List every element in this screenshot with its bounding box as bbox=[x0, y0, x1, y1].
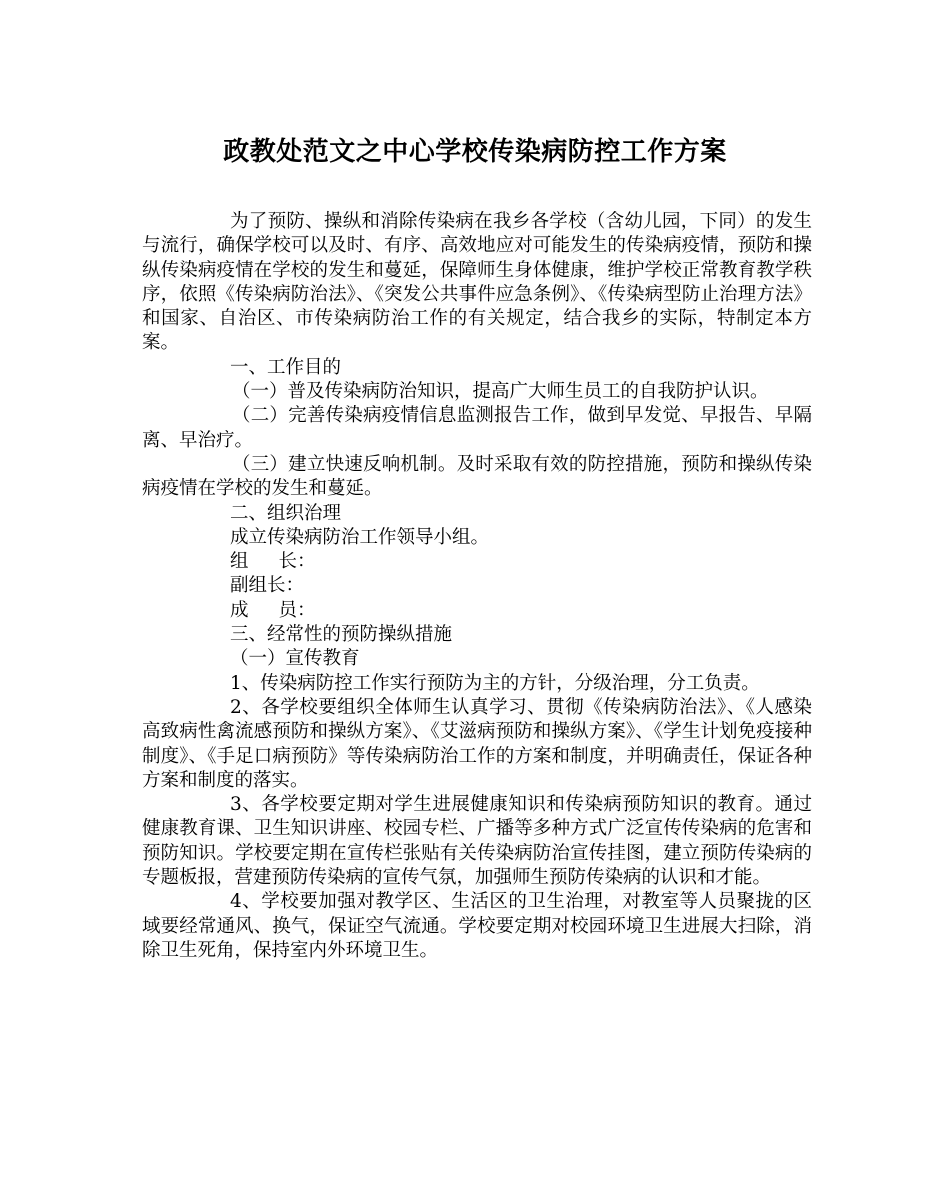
section-2-text: 成立传染病防治工作领导小组。 bbox=[230, 526, 490, 548]
deputy-line: 副组长： bbox=[230, 575, 305, 597]
member-label-b: 员： bbox=[278, 599, 316, 621]
member-line bbox=[142, 599, 812, 623]
section-3-paragraph-2: 2、各学校要组织全体师生认真学习、贯彻《传染病防治法》、《人感染高致病性禽流感预防和操纵方案》、《艾滋病预防和操纵方案》、《学生计划免疫接种制度》、《手足口病预防》等传染病防治工作的方案和制度，并明确责任，保证各种方案和制度的落实。 bbox=[142, 696, 812, 791]
section-1-item-1: （一）普及传染病防治知识，提高广大师生员工的自我防护认识。 bbox=[232, 381, 769, 403]
document-body bbox=[142, 210, 812, 963]
section-1-heading: 一、工作目的 bbox=[230, 356, 342, 378]
leader-label-b: 长： bbox=[278, 551, 316, 573]
section-3-paragraph-3: 3、各学校要定期对学生进展健康知识和传染病预防知识的教育。通过健康教育课、卫生知识讲座、校园专栏、广播等多种方式广泛宣传传染病的危害和预防知识。学校要定期在宣传栏张贴有关传染病防治宣传挂图，建立预防传染病的专题板报，营建预防传染病的宣传气氛，加强师生预防传染病的认识和才能。 bbox=[142, 794, 812, 889]
section-3-subheading-1: （一）宣传教育 bbox=[230, 648, 360, 670]
section-2-heading: 二、组织治理 bbox=[230, 502, 342, 524]
section-1-item-3: （三）建立快速反响机制。及时采取有效的防控措施，预防和操纵传染病疫情在学校的发生和蔓延。 bbox=[142, 453, 812, 500]
section-1-item-2: （二）完善传染病疫情信息监测报告工作，做到早发觉、早报告、早隔离、早治疗。 bbox=[142, 405, 812, 451]
leader-label-a: 组 bbox=[230, 551, 249, 573]
section-3-heading: 三、经常性的预防操纵措施 bbox=[230, 624, 453, 646]
page-title: 政教处范文之中心学校传染病防控工作方案 bbox=[223, 137, 727, 167]
member-label-a: 成 bbox=[230, 599, 249, 621]
section-3-paragraph-4: 4、学校要加强对教学区、生活区的卫生治理，对教室等人员聚拢的区域要经常通风、换气，保证空气流通。学校要定期对校园环境卫生进展大扫除，消除卫生死角，保持室内外环境卫生。 bbox=[142, 891, 812, 961]
leader-line bbox=[142, 550, 812, 574]
section-3-paragraph-1: 1、传染病防控工作实行预防为主的方针，分级治理，分工负责。 bbox=[230, 672, 760, 694]
intro-paragraph: 为了预防、操纵和消除传染病在我乡各学校（含幼儿园，下同）的发生与流行，确保学校可以及时、有序、高效地应对可能发生的传染病疫情，预防和操纵传染病疫情在学校的发生和蔓延，保障师生身体健康，维护学校正常教育教学秩序，依照《传染病防治法》、《突发公共事件应急条例》、《传染病型防止治理方法》和国家、自治区、市传染病防治工作的有关规定，结合我乡的实际，特制定本方案。 bbox=[142, 211, 812, 354]
